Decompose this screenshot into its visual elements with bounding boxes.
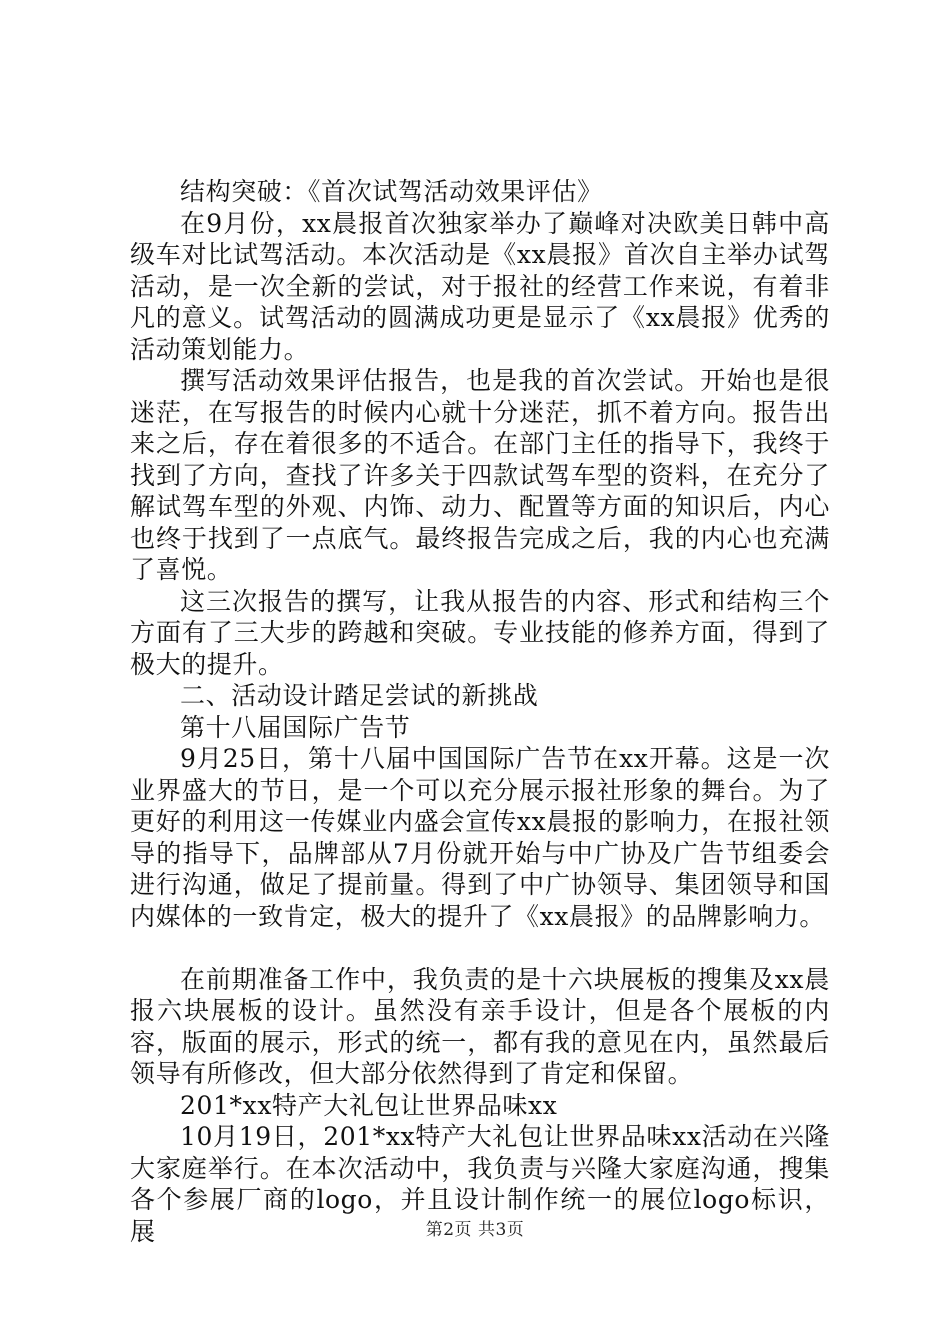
heading-section-two: 二、活动设计踏足尝试的新挑战 [180, 681, 539, 710]
paragraph-three-reports: 这三次报告的撰写，让我从报告的内容、形式和结构三个方面有了三大步的跨越和突破。专业技能的修养方面，得到了极大的提升。 [130, 586, 830, 679]
paragraph-spacer [130, 932, 830, 964]
document-body [130, 176, 830, 1247]
heading-gift-package: 201*xx特产大礼包让世界品味xx [180, 1090, 558, 1120]
paragraph-evaluation-report: 撰写活动效果评估报告，也是我的首次尝试。开始也是很迷茫，在写报告的时候内心就十分迷茫，抓不着方向。报告出来之后，存在着很多的不适合。在部门主任的指导下，我终于找到了方向，查找了许多关于四款试驾车型的资料，在充分了解试驾车型的外观、内饰、动力、配置等方面的知识后，内心也终于找到了一点底气。最终报告完成之后，我的内心也充满了喜悦。 [130, 366, 830, 584]
heading-ad-festival: 第十八届国际广告节 [180, 712, 411, 742]
heading-structure-breakthrough: 结构突破：《首次试驾活动效果评估》 [180, 177, 603, 206]
paragraph-test-drive-event: 在9月份，xx晨报首次独家举办了巅峰对决欧美日韩中高级车对比试驾活动。本次活动是《xx晨报》首次自主举办试驾活动，是一次全新的尝试，对于报社的经营工作来说，有着非凡的意义。试驾活动的圆满成功更是显示了《xx晨报》优秀的活动策划能力。 [130, 208, 830, 364]
paragraph-ad-festival: 9月25日，第十八届中国国际广告节在xx开幕。这是一次业界盛大的节日，是一个可以充分展示报社形象的舞台。为了更好的利用这一传媒业内盛会宣传xx晨报的影响力，在报社领导的指导下，品牌部从7月份就开始与中广协及广告节组委会进行沟通，做足了提前量。得到了中广协领导、集团领导和国内媒体的一致肯定，极大的提升了《xx晨报》的品牌影响力。 [130, 744, 830, 931]
paragraph-gift-event: 10月19日，201*xx特产大礼包让世界品味xx活动在兴隆大家庭举行。在本次活动中，我负责与兴隆大家庭沟通，搜集各个参展厂商的logo，并且设计制作统一的展位logo标识，展 [130, 1122, 830, 1246]
page-footer: 第2页 共3页 [425, 1220, 525, 1240]
paragraph-display-boards: 在前期准备工作中，我负责的是十六块展板的搜集及xx晨报六块展板的设计。虽然没有亲手设计，但是各个展板的内容，版面的展示，形式的统一，都有我的意见在内，虽然最后领导有所修改，但大部分依然得到了肯定和保留。 [130, 964, 830, 1088]
